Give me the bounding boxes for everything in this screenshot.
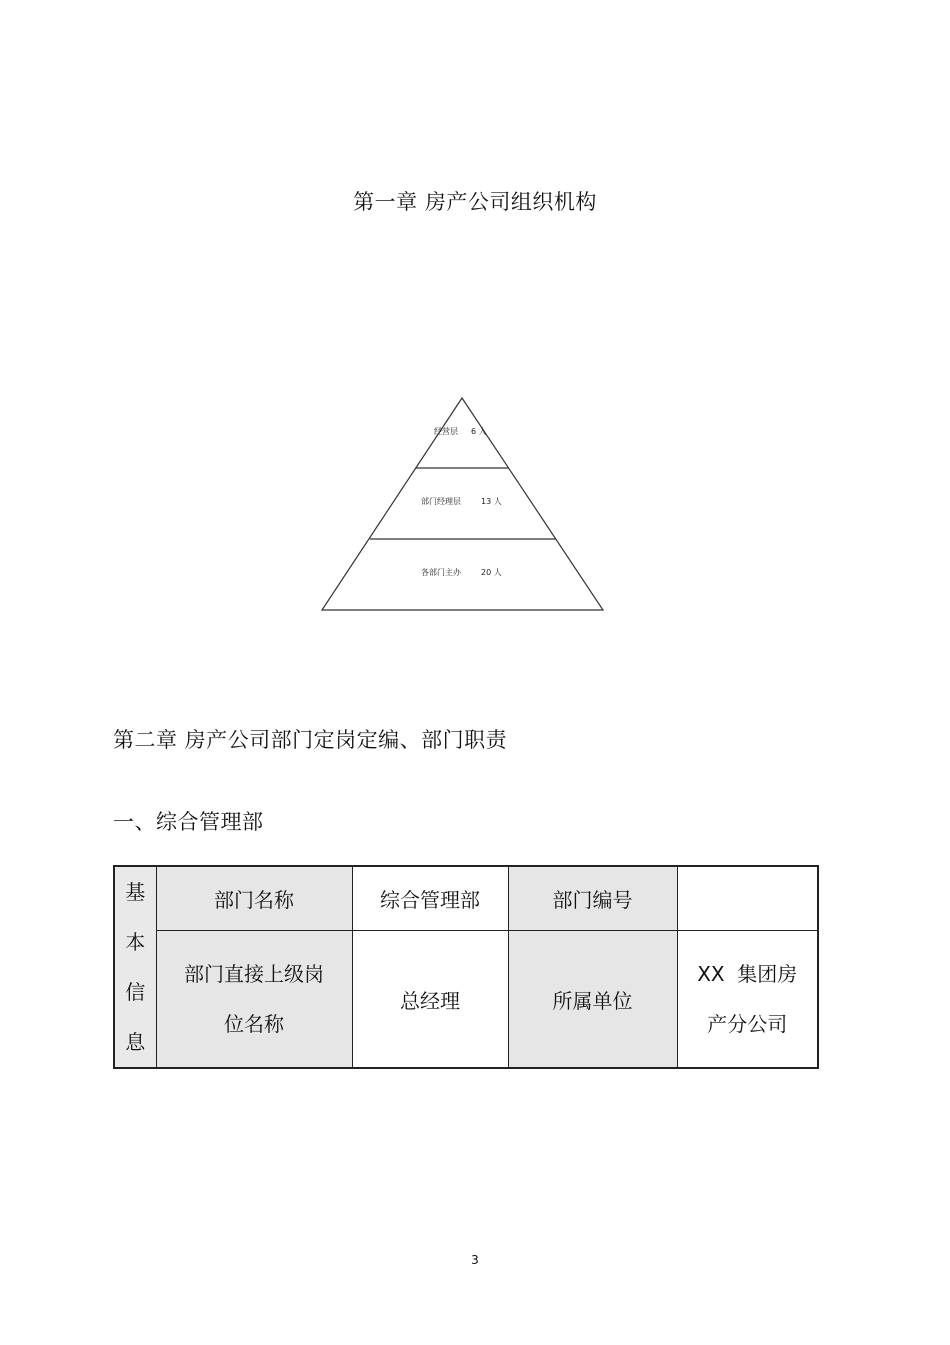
pyramid-level2-count: 13 人 — [481, 497, 502, 506]
pyramid-level1-count: 6 人 — [471, 427, 487, 436]
unit-value-line1: XX 集团房 — [697, 962, 798, 987]
pyramid-outline — [322, 398, 603, 610]
superior-label-line2: 位名称 — [224, 1012, 284, 1037]
dept-name-value: 综合管理部 — [352, 866, 508, 931]
side-header-char: 本 — [125, 930, 146, 954]
pyramid-level3-name: 各部门主办 — [421, 568, 461, 577]
side-header-basic-info — [114, 866, 156, 1068]
chapter1-title: 第一章 房产公司组织机构 — [353, 190, 597, 214]
side-header-char: 基 — [125, 880, 146, 904]
side-header-char: 息 — [125, 1030, 146, 1054]
basic-info-table — [113, 865, 819, 1069]
dept-code-label: 部门编号 — [508, 866, 677, 931]
dept-code-value — [677, 866, 818, 931]
section1-title: 一、综合管理部 — [113, 810, 264, 834]
pyramid-level1-name: 经营层 — [434, 427, 458, 436]
unit-value — [677, 931, 818, 1068]
pyramid-level3-count: 20 人 — [481, 568, 502, 577]
superior-position-value: 总经理 — [352, 931, 508, 1068]
pyramid-level2-name: 部门经理层 — [421, 497, 461, 506]
unit-label: 所属单位 — [508, 931, 677, 1068]
org-pyramid-diagram — [320, 396, 605, 612]
unit-value-line2: 产分公司 — [707, 1012, 788, 1037]
superior-label-line1: 部门直接上级岗 — [184, 962, 324, 987]
chapter2-title: 第二章 房产公司部门定岗定编、部门职责 — [113, 728, 508, 752]
page-number: 3 — [471, 1253, 479, 1267]
dept-name-label: 部门名称 — [156, 866, 352, 931]
side-header-char: 信 — [125, 980, 146, 1004]
superior-position-label — [156, 931, 352, 1068]
